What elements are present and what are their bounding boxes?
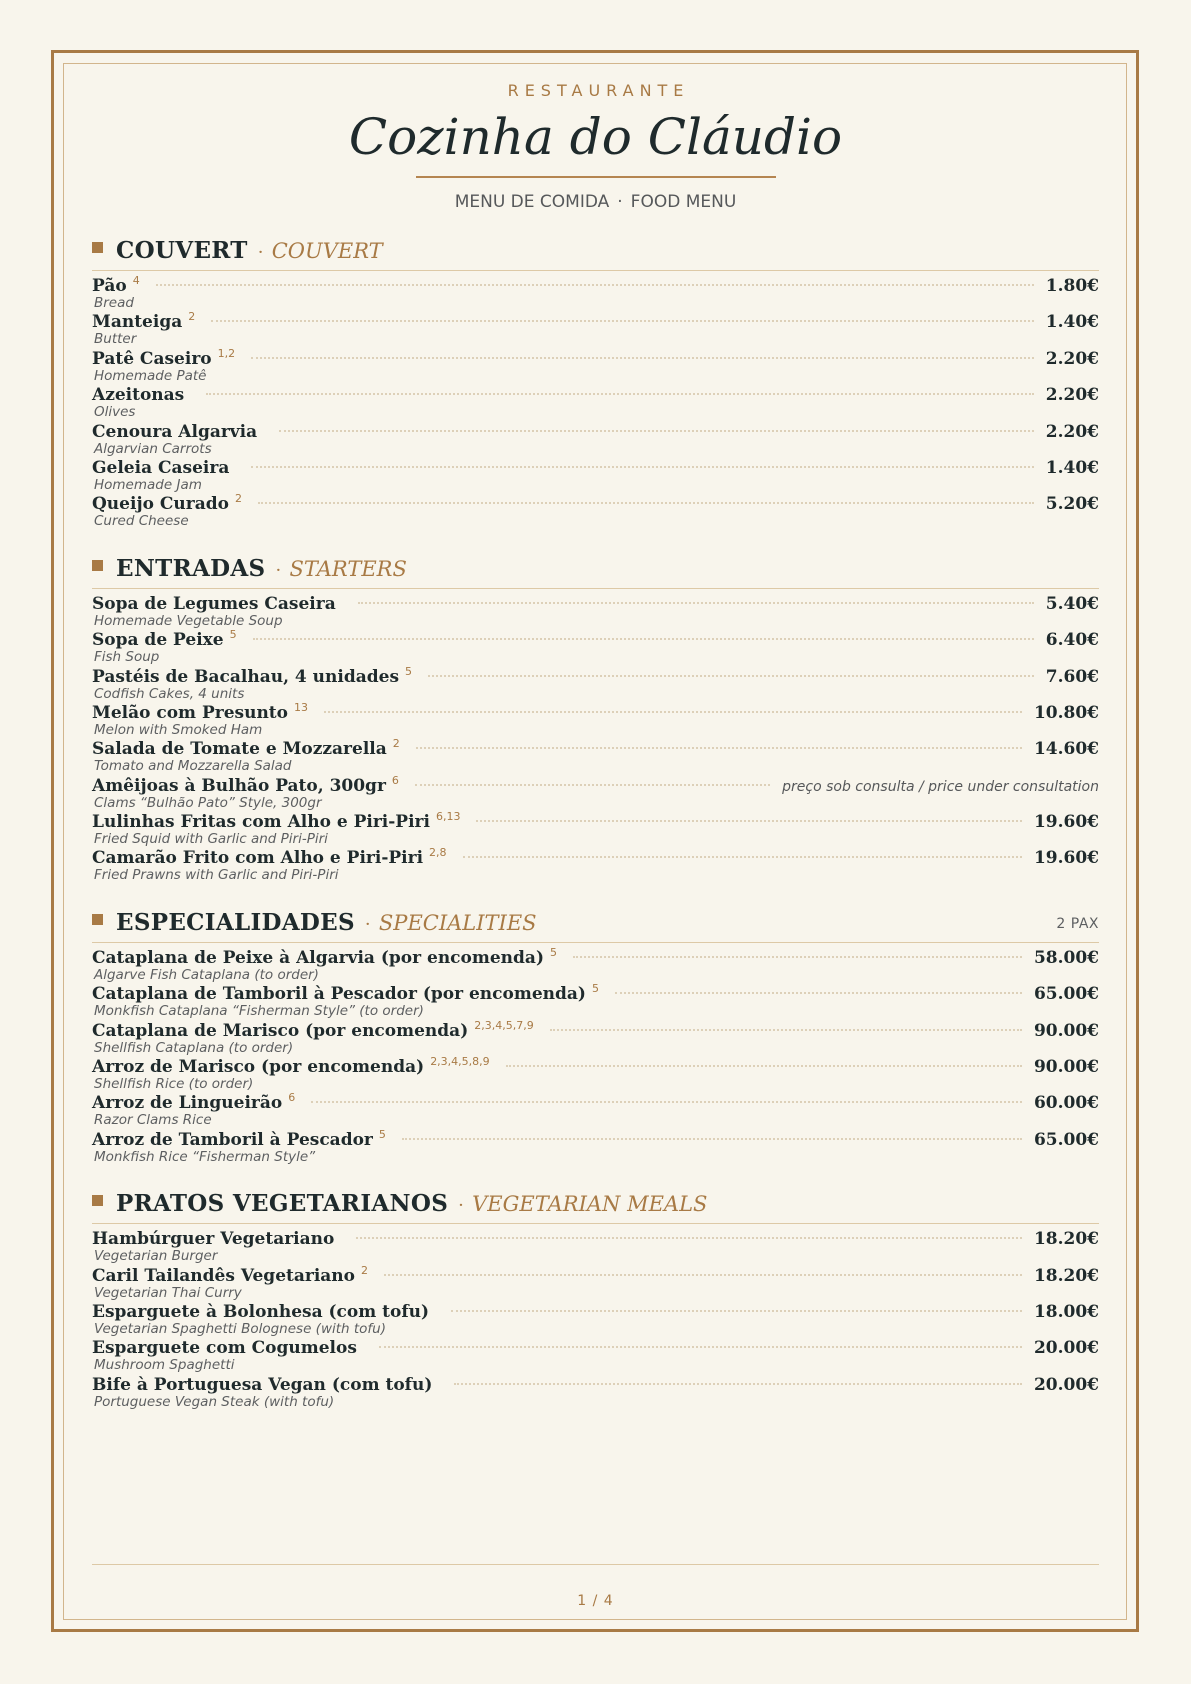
- section-title-en: VEGETARIAN MEALS: [472, 1192, 708, 1217]
- section-marker-icon: [92, 560, 103, 571]
- dot-leader: [506, 1065, 1022, 1067]
- dot-leader: [615, 992, 1022, 994]
- item-price: 7.60€: [1045, 666, 1099, 687]
- item-translation: Vegetarian Thai Curry: [94, 1284, 242, 1301]
- item-allergens: 13: [294, 700, 308, 714]
- item-price: 65.00€: [1033, 1129, 1099, 1150]
- item-translation: Shellfish Rice (to order): [94, 1076, 254, 1093]
- section-marker-icon: [92, 1195, 103, 1206]
- dot-leader: [451, 1310, 1022, 1312]
- menu-item-row: [92, 983, 1099, 1005]
- section-title-pt: PRATOS VEGETARIANOS: [116, 1190, 449, 1218]
- item-allergens: 5: [550, 945, 557, 959]
- item-name: Salada de Tomate e Mozzarella: [92, 739, 387, 760]
- item-translation: Mushroom Spaghetti: [94, 1357, 235, 1374]
- dot-leader: [156, 284, 1034, 286]
- menu-item: [92, 311, 1099, 347]
- menu-item-row: [92, 421, 1099, 443]
- menu-item-row: [92, 311, 1099, 333]
- dot-leader: [454, 1383, 1022, 1385]
- item-name: Cenoura Algarvia: [92, 421, 258, 442]
- dot-leader: [279, 430, 1034, 432]
- item-allergens: 5: [405, 664, 413, 678]
- item-name: Arroz de Marisco (por encomenda): [92, 1057, 425, 1078]
- menu-item: [92, 1129, 1099, 1165]
- section-title-pt: ESPECIALIDADES: [116, 908, 355, 936]
- menu-item-row: [92, 1092, 1099, 1114]
- section-title: [116, 236, 383, 268]
- item-price: 1.80€: [1045, 276, 1099, 296]
- menu-section: [92, 1189, 1099, 1410]
- menu-section: [92, 554, 1099, 884]
- item-price: 58.00€: [1033, 947, 1099, 968]
- section-marker-icon: [92, 914, 103, 925]
- dot-leader: [476, 820, 1021, 822]
- menu-item-row: [92, 348, 1099, 370]
- item-allergens: 2: [361, 1263, 369, 1277]
- menu-item-row: [92, 1228, 1099, 1250]
- item-name: Lulinhas Fritas com Alho e Piri-Piri: [92, 812, 430, 833]
- item-allergens: 6,13: [435, 810, 461, 824]
- item-name: Queijo Curado: [92, 494, 229, 515]
- section-title: [116, 908, 537, 940]
- menu-item-row: [92, 457, 1099, 479]
- item-translation: Algarve Fish Cataplana (to order): [94, 966, 319, 983]
- item-name: Patê Caseiro: [92, 348, 212, 369]
- item-price: 20.00€: [1033, 1338, 1099, 1359]
- item-allergens: 2,3,4,5,8,9: [430, 1055, 490, 1069]
- item-name: Arroz de Tamboril à Pescador: [92, 1129, 373, 1150]
- item-translation: Monkfish Rice “Fisherman Style”: [94, 1148, 316, 1165]
- menu-item: [92, 847, 1099, 883]
- item-allergens: 2: [188, 310, 196, 324]
- title-divider: [416, 176, 776, 178]
- menu-item: [92, 983, 1099, 1019]
- item-allergens: 2,8: [429, 846, 447, 860]
- item-name: Bife à Portuguesa Vegan (com tofu): [92, 1374, 433, 1395]
- dot-leader: [356, 1237, 1022, 1239]
- menu-item-row: [92, 947, 1099, 969]
- item-name: Cataplana de Peixe à Algarvia (por encomenda): [92, 947, 544, 968]
- item-translation: Homemade Patê: [94, 367, 207, 384]
- item-price: 90.00€: [1033, 1057, 1099, 1078]
- menu-item: [92, 457, 1099, 493]
- section-title-en: SPECIALITIES: [378, 910, 537, 935]
- section-title: [116, 1189, 707, 1221]
- item-price: 10.80€: [1033, 702, 1099, 723]
- item-price: 90.00€: [1033, 1020, 1099, 1041]
- item-price: 6.40€: [1045, 630, 1099, 651]
- item-translation: Clams “Bulhão Pato” Style, 300gr: [94, 794, 322, 811]
- menu-item-row: [92, 775, 1099, 797]
- item-allergens: 5: [591, 982, 599, 996]
- item-translation: Fish Soup: [94, 649, 160, 666]
- section-title-pt: ENTRADAS: [116, 554, 266, 582]
- item-price: 5.40€: [1045, 593, 1099, 614]
- item-price: 20.00€: [1033, 1374, 1099, 1395]
- menu-item: [92, 593, 1099, 629]
- menu-item: [92, 811, 1099, 847]
- menu-item-row: [92, 1265, 1099, 1287]
- item-translation: Algarvian Carrots: [94, 440, 212, 457]
- dot-leader: [384, 1274, 1022, 1276]
- item-price: 2.20€: [1045, 348, 1099, 369]
- item-translation: Shellfish Cataplana (to order): [94, 1039, 294, 1056]
- menu-item: [92, 1337, 1099, 1373]
- menu-section: [92, 236, 1099, 530]
- item-translation: Cured Cheese: [94, 513, 189, 530]
- section-title-en: COUVERT: [271, 239, 383, 263]
- section-header: [92, 1189, 1099, 1224]
- dot-leader: [253, 638, 1034, 640]
- item-allergens: 2: [234, 492, 242, 506]
- item-name: Pão: [92, 276, 127, 296]
- menu-item: [92, 1374, 1099, 1410]
- section-header: [92, 908, 1099, 943]
- item-price: 60.00€: [1033, 1093, 1099, 1114]
- menu-item-row: [92, 1301, 1099, 1323]
- menu-item-row: [92, 666, 1099, 688]
- menu-item: [92, 348, 1099, 384]
- section-header: [92, 236, 1099, 271]
- item-price: 18.20€: [1033, 1265, 1099, 1286]
- dot-leader: [550, 1029, 1022, 1031]
- menu-item: [92, 666, 1099, 702]
- item-name: Hambúrguer Vegetariano: [92, 1229, 335, 1250]
- dot-leader: [251, 357, 1034, 359]
- item-price: 1.40€: [1045, 312, 1099, 333]
- item-allergens: 2,3,4,5,7,9: [474, 1018, 534, 1032]
- item-name: Pastéis de Bacalhau, 4 unidades: [92, 666, 400, 687]
- item-price: preço sob consulta / price under consultation: [782, 778, 1099, 795]
- section-title-separator: ·: [458, 1195, 465, 1217]
- menu-item: [92, 1020, 1099, 1056]
- item-translation: Fried Squid with Garlic and Piri-Piri: [94, 831, 328, 848]
- item-name: Esparguete com Cogumelos: [92, 1338, 357, 1359]
- dot-leader: [428, 675, 1034, 677]
- subtitle-pt: MENU DE COMIDA: [454, 192, 610, 212]
- section-title-separator: ·: [364, 913, 371, 935]
- dot-leader: [211, 320, 1034, 322]
- menu-item-row: [92, 1020, 1099, 1042]
- item-name: Camarão Frito com Alho e Piri-Piri: [92, 848, 424, 869]
- item-price: 2.20€: [1045, 421, 1099, 442]
- menu-item: [92, 702, 1099, 738]
- menu-header: [92, 80, 1099, 214]
- item-name: Arroz de Lingueirão: [92, 1093, 283, 1114]
- item-translation: Monkfish Cataplana “Fisherman Style” (to order): [94, 1003, 424, 1020]
- item-allergens: 6: [288, 1091, 296, 1105]
- dot-leader: [379, 1346, 1022, 1348]
- menu-item-row: [92, 1337, 1099, 1359]
- subtitle-en: FOOD MENU: [630, 192, 737, 212]
- menu-item: [92, 775, 1099, 811]
- section-title-en: STARTERS: [289, 556, 407, 581]
- item-translation: Homemade Jam: [94, 476, 202, 493]
- section-title-pt: COUVERT: [116, 237, 248, 264]
- menu-section: [92, 908, 1099, 1165]
- item-price: 1.40€: [1045, 457, 1099, 478]
- menu-sections: [92, 236, 1099, 1410]
- item-price: 18.20€: [1033, 1229, 1099, 1250]
- menu-item-row: [92, 493, 1099, 515]
- menu-item-row: [92, 811, 1099, 833]
- section-header: [92, 554, 1099, 589]
- menu-item-row: [92, 738, 1099, 760]
- menu-item-row: [92, 1056, 1099, 1078]
- footer-divider: [92, 1564, 1099, 1565]
- restaurant-eyebrow: RESTAURANTE: [507, 81, 690, 100]
- item-translation: Codfish Cakes, 4 units: [94, 685, 245, 702]
- dot-leader: [415, 784, 770, 786]
- item-price: 5.20€: [1045, 494, 1099, 515]
- menu-item: [92, 1265, 1099, 1301]
- dot-leader: [251, 466, 1033, 468]
- item-translation: Razor Clams Rice: [94, 1112, 212, 1129]
- menu-item: [92, 1056, 1099, 1092]
- dot-leader: [258, 502, 1034, 504]
- menu-item: [92, 1092, 1099, 1128]
- item-price: 19.60€: [1033, 812, 1099, 833]
- dot-leader: [573, 956, 1022, 958]
- menu-content: [92, 80, 1099, 1410]
- dot-leader: [463, 856, 1022, 858]
- item-price: 65.00€: [1033, 984, 1099, 1005]
- item-name: Geleia Caseira: [92, 457, 230, 478]
- menu-item: [92, 629, 1099, 665]
- item-price: 19.60€: [1033, 848, 1099, 869]
- item-translation: Butter: [94, 331, 137, 348]
- dot-leader: [311, 1101, 1022, 1103]
- menu-item: [92, 421, 1099, 457]
- menu-item-row: [92, 1374, 1099, 1396]
- item-translation: Homemade Vegetable Soup: [94, 612, 283, 629]
- menu-item-row: [92, 593, 1099, 615]
- item-translation: Fried Prawns with Garlic and Piri-Piri: [94, 867, 339, 884]
- item-price: 18.00€: [1033, 1301, 1099, 1322]
- menu-item-row: [92, 702, 1099, 724]
- item-name: Azeitonas: [92, 385, 185, 406]
- item-allergens: 1,2: [217, 346, 236, 360]
- menu-item-row: [92, 1129, 1099, 1151]
- item-translation: Vegetarian Burger: [94, 1248, 218, 1265]
- menu-item: [92, 1228, 1099, 1264]
- item-name: Caril Tailandês Vegetariano: [92, 1265, 356, 1286]
- item-allergens: 2: [392, 737, 400, 751]
- item-name: Cataplana de Tamboril à Pescador (por encomenda): [92, 984, 586, 1005]
- dot-leader: [324, 711, 1022, 713]
- item-name: Manteiga: [92, 312, 183, 333]
- item-name: Melão com Presunto: [92, 702, 288, 723]
- item-translation: Melon with Smoked Ham: [94, 721, 263, 738]
- item-allergens: 5: [229, 628, 237, 642]
- menu-item: [92, 384, 1099, 420]
- menu-item-row: [92, 629, 1099, 651]
- item-name: Sopa de Peixe: [92, 630, 224, 651]
- menu-item: [92, 738, 1099, 774]
- menu-subtitle: [92, 190, 1099, 214]
- dot-leader: [206, 393, 1034, 395]
- item-name: Amêijoas à Bulhão Pato, 300gr: [92, 775, 386, 796]
- dot-leader: [402, 1138, 1022, 1140]
- section-note: 2 PAX: [1056, 915, 1099, 932]
- menu-item-row: [92, 847, 1099, 869]
- menu-item: [92, 493, 1099, 529]
- page-number: 1 / 4: [577, 1593, 614, 1609]
- item-allergens: 4: [132, 274, 140, 287]
- item-name: Sopa de Legumes Caseira: [92, 593, 336, 614]
- item-allergens: 6: [391, 773, 399, 787]
- subtitle-separator: ·: [617, 192, 623, 212]
- menu-item: [92, 1301, 1099, 1337]
- item-translation: Olives: [94, 404, 136, 421]
- section-marker-icon: [92, 242, 103, 253]
- item-price: 14.60€: [1033, 739, 1099, 760]
- item-name: Cataplana de Marisco (por encomenda): [92, 1020, 469, 1041]
- item-translation: Vegetarian Spaghetti Bolognese (with tofu): [94, 1320, 387, 1337]
- dot-leader: [358, 602, 1034, 604]
- section-title: [116, 554, 407, 586]
- item-translation: Tomato and Mozzarella Salad: [94, 758, 292, 775]
- item-price: 2.20€: [1045, 385, 1099, 406]
- item-allergens: 5: [378, 1127, 386, 1141]
- section-title-separator: ·: [275, 559, 282, 581]
- menu-item-row: [92, 275, 1099, 297]
- menu-item: [92, 275, 1099, 311]
- restaurant-title: Cozinha do Cláudio: [348, 108, 843, 166]
- section-title-separator: ·: [257, 242, 264, 263]
- dot-leader: [416, 747, 1022, 749]
- item-translation: Bread: [94, 295, 134, 311]
- menu-item-row: [92, 384, 1099, 406]
- item-name: Esparguete à Bolonhesa (com tofu): [92, 1301, 430, 1322]
- item-translation: Portuguese Vegan Steak (with tofu): [94, 1393, 335, 1410]
